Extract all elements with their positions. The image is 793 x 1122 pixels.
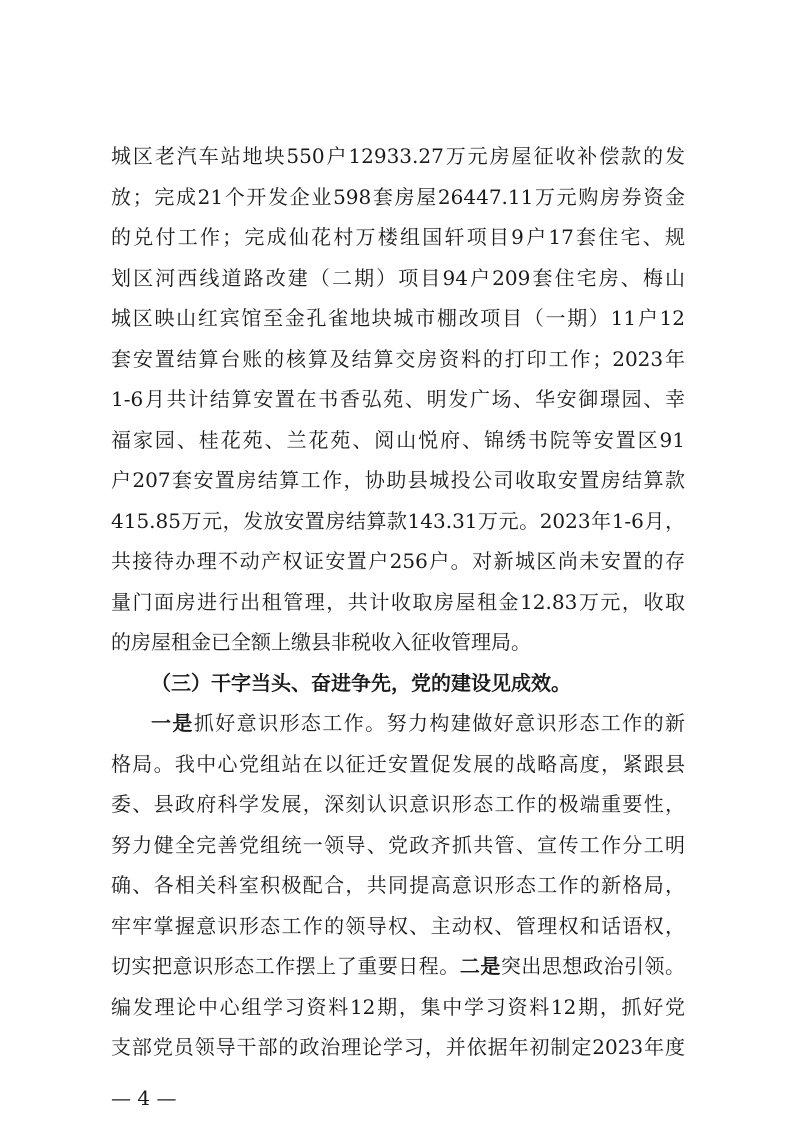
text-line: 城区老汽车站地块550户12933.27万元房屋征收补偿款的发 <box>111 144 685 168</box>
text-line: 户207套安置房结算工作，协助县城投公司收取安置房结算款 <box>111 468 685 492</box>
text-run: 抓好意识形态工作。努力构建做好意识形态工作的新 <box>193 711 686 735</box>
bold-lead: 一是 <box>151 711 194 735</box>
text-run: 突出思想政治引领。 <box>500 954 686 978</box>
text-line: 的房屋租金已全额上缴县非税收入征收管理局。 <box>111 630 531 654</box>
text-line: 的兑付工作；完成仙花村万楼组国轩项目9户17套住宅、规 <box>111 225 685 249</box>
text-line: 牢牢掌握意识形态工作的领导权、主动权、管理权和话语权， <box>111 913 685 938</box>
text-line: 套安置结算台账的核算及结算交房资料的打印工作；2023年 <box>111 346 685 371</box>
text-line <box>111 951 685 981</box>
text-line: 福家园、桂花苑、兰花苑、阅山悦府、锦绣书院等安置区91 <box>111 427 685 452</box>
text-run: 切实把意识形态工作摆上了重要日程。 <box>111 954 460 978</box>
text-line: 共接待办理不动产权证安置户256户。对新城区尚未安置的存 <box>111 549 685 573</box>
text-line: 放；完成21个开发企业598套房屋26447.11万元购房券资金 <box>111 184 685 209</box>
text-line: 415.85万元，发放安置房结算款143.31万元。2023年1-6月， <box>111 508 685 533</box>
text-line: 支部党员领导干部的政治理论学习，并依据年初制定2023年度 <box>111 1035 685 1059</box>
section-heading: （三）干字当头、奋进争先，党的建设见成效。 <box>151 670 571 695</box>
text-line: 格局。我中心党组站在以征迁安置促发展的战略高度，紧跟县 <box>111 751 685 776</box>
text-line: 努力健全完善党组统一领导、党政齐抓共管、宣传工作分工明 <box>111 832 685 857</box>
text-line <box>151 708 685 738</box>
text-line: 编发理论中心组学习资料12期，集中学习资料12期，抓好党 <box>111 994 685 1019</box>
text-line: 1-6月共计结算安置在书香弘苑、明发广场、华安御璟园、幸 <box>111 387 685 411</box>
text-line: 确、各相关科室积极配合，共同提高意识形态工作的新格局， <box>111 873 685 897</box>
text-line: 委、县政府科学发展，深刻认识意识形态工作的极端重要性， <box>111 792 685 816</box>
text-line: 城区映山红宾馆至金孔雀地块城市棚改项目（一期）11户12 <box>111 306 685 330</box>
text-line: 量门面房进行出租管理，共计收取房屋租金12.83万元，收取 <box>111 589 685 614</box>
text-line: 划区河西线道路改建（二期）项目94户209套住宅房、梅山 <box>111 265 685 290</box>
page-number: — 4 — <box>111 1085 177 1110</box>
bold-lead: 二是 <box>459 954 501 978</box>
